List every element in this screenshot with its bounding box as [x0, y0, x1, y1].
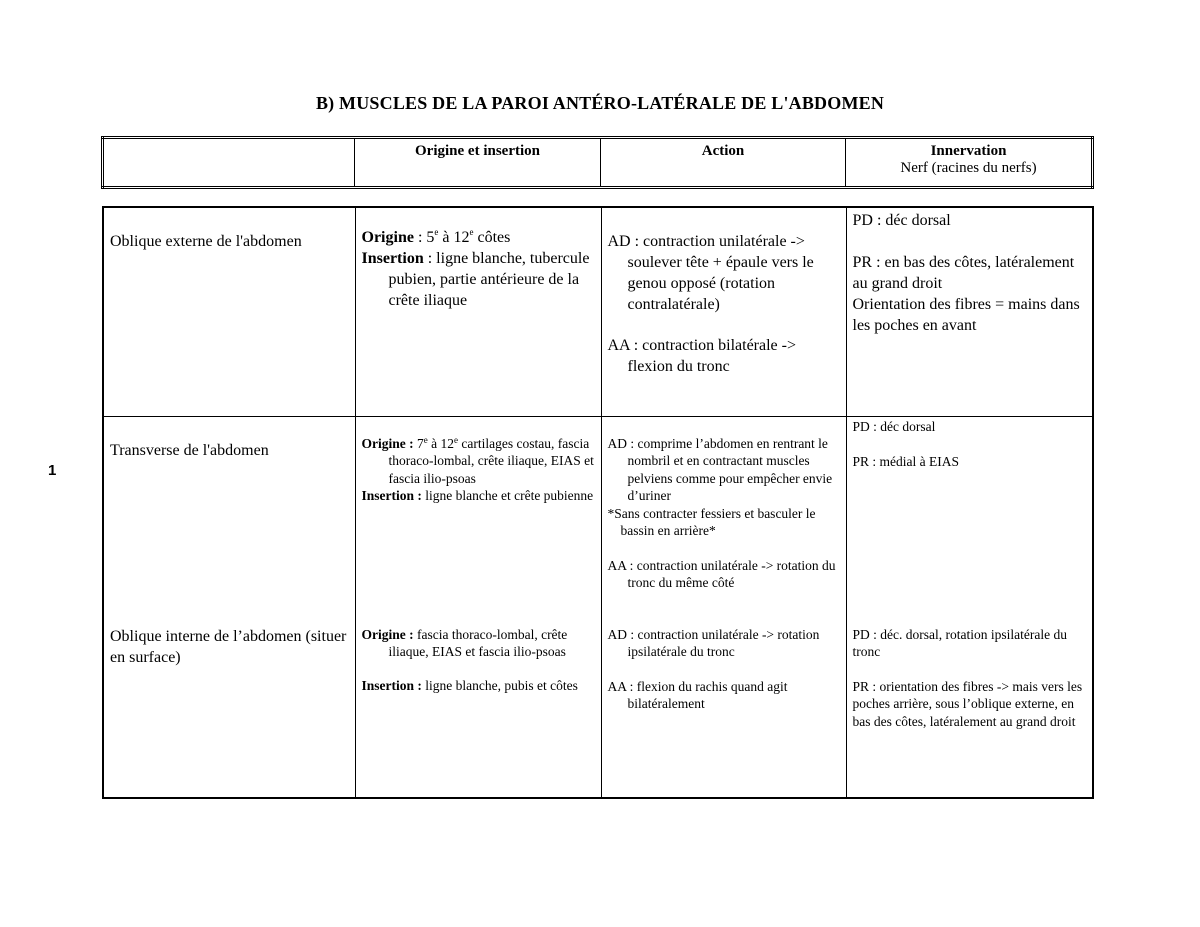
muscle-name-cell [103, 416, 355, 798]
muscle-name: Oblique interne de l’abdomen (situer en surface) [110, 627, 347, 666]
innervation-pr: PR : en bas des côtes, latéralement au grand droit [852, 254, 1075, 292]
innervation-pr: PR : orientation des fibres -> mais vers les poches arrière, sous l’oblique externe, en bas des côtes, latéralement au grand droit [852, 678, 1083, 729]
origine-text: Origine : fascia thoraco-lombal, crête iliaque, EIAS et fascia ilio-psoas [361, 626, 568, 659]
table-row [103, 416, 1093, 798]
action-ad: AD : comprime l’abdomen en rentrant le nombril et en contractant muscles pelviens comme pour empêcher envie d’uriner [607, 435, 833, 503]
insertion-text: Insertion : ligne blanche, tubercule pubien, partie antérieure de la crête iliaque [361, 250, 590, 309]
header-empty-cell [103, 138, 355, 188]
action-cell [601, 416, 846, 798]
innervation-pd: PD : déc. dorsal, rotation ipsilatérale du tronc [852, 626, 1067, 659]
innervation-cell [846, 416, 1093, 798]
insertion-text: Insertion : ligne blanche et crête pubienne [361, 487, 594, 503]
action-aa: AA : contraction unilatérale -> rotation du tronc du même côté [607, 557, 836, 590]
header-innervation-title: Innervation [930, 143, 1007, 159]
origine-text: Origine : 7e à 12e cartilages costau, fascia thoraco-lombal, crête iliaque, EIAS et fascia ilio-psoas [361, 434, 594, 486]
header-innervation-subtitle: Nerf (racines du nerfs) [900, 160, 1037, 176]
header-table [101, 136, 1094, 189]
muscle-name-cell [103, 207, 355, 416]
origine-insertion-cell [355, 207, 601, 416]
muscle-name: Oblique externe de l'abdomen [110, 233, 302, 250]
header-row [103, 138, 1093, 188]
header-action: Action [601, 138, 846, 188]
innervation-pd: PD : déc dorsal [852, 212, 951, 229]
insertion-text: Insertion : ligne blanche, pubis et côtes [361, 677, 578, 693]
muscles-table [102, 206, 1094, 799]
muscle-name: Transverse de l'abdomen [110, 441, 269, 459]
table-row [103, 207, 1093, 416]
innervation-cell [846, 207, 1093, 416]
action-aa: AA : flexion du rachis quand agit bilatéralement [607, 678, 788, 711]
innervation-note: Orientation des fibres = mains dans les poches en avant [852, 296, 1080, 334]
header-origine-insertion: Origine et insertion [355, 138, 601, 188]
action-aa: AA : contraction bilatérale -> flexion du tronc [607, 337, 797, 375]
innervation-pd: PD : déc dorsal [852, 418, 936, 434]
action-ad: AD : contraction unilatérale -> soulever tête + épaule vers le genou opposé (rotation contralatérale) [607, 233, 814, 313]
header-innervation [846, 138, 1093, 188]
action-note: *Sans contracter fessiers et basculer le bassin en arrière* [607, 505, 816, 538]
action-ad: AD : contraction unilatérale -> rotation ipsilatérale du tronc [607, 626, 820, 659]
page-number: 1 [48, 462, 57, 479]
page-title: B) MUSCLES DE LA PAROI ANTÉRO-LATÉRALE DE L'ABDOMEN [315, 93, 885, 113]
innervation-pr: PR : médial à EIAS [852, 453, 959, 469]
origine-text: Origine : 5e à 12e côtes [361, 227, 511, 246]
origine-insertion-cell [355, 416, 601, 798]
action-cell [601, 207, 846, 416]
